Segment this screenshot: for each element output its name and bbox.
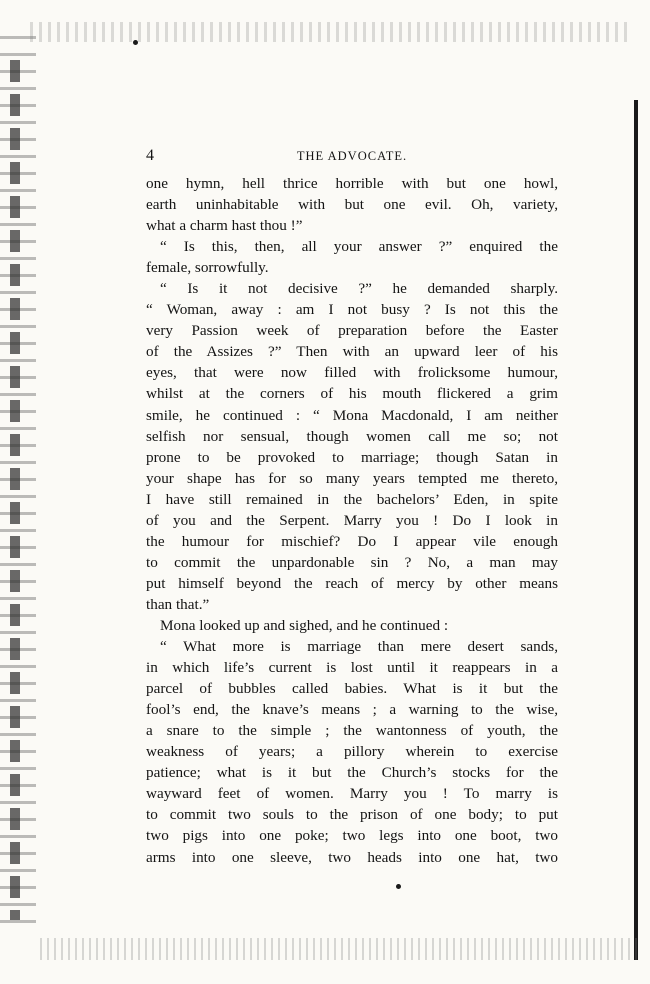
text-line: to commit two souls to the prison of one body; to put bbox=[146, 806, 558, 824]
ink-speck bbox=[396, 884, 401, 889]
page-number: 4 bbox=[146, 147, 154, 164]
text-line: what a charm hast thou !” bbox=[146, 217, 303, 235]
text-line: selfish nor sensual, though women call me so; not bbox=[146, 427, 558, 445]
text-line: of you and the Serpent. Marry you ! Do I look in bbox=[146, 511, 558, 529]
text-line: put himself beyond the reach of mercy by other means bbox=[146, 574, 558, 592]
text-line: fool’s end, the knave’s means ; a warning to the wise, bbox=[146, 701, 558, 719]
text-line: prone to be provoked to marriage; though Satan in bbox=[146, 448, 558, 466]
text-line: eyes, that were now filled with frolicksome humour, bbox=[146, 364, 558, 382]
text-line: to commit the unpardonable sin ? No, a man may bbox=[146, 553, 558, 571]
text-line: female, sorrowfully. bbox=[146, 259, 269, 277]
text-line: wayward feet of women. Marry you ! To marry is bbox=[146, 785, 558, 803]
text-line: “ What more is marriage than mere desert sands, bbox=[160, 638, 558, 656]
text-line: Mona looked up and sighed, and he continued : bbox=[160, 616, 449, 634]
text-line: I have still remained in the bachelors’ Eden, in spite bbox=[146, 490, 558, 508]
body-text bbox=[146, 173, 558, 868]
text-line: of the Assizes ?” Then with an upward leer of his bbox=[146, 343, 558, 361]
text-line: parcel of bubbles called babies. What is it but the bbox=[146, 680, 558, 698]
text-line: the humour for mischief? Do I appear vile enough bbox=[146, 532, 558, 550]
page-header bbox=[146, 146, 558, 166]
ink-speck bbox=[133, 40, 138, 45]
scan-noise-bottom bbox=[40, 938, 640, 960]
text-line: whilst at the corners of his mouth flickered a grim bbox=[146, 385, 558, 403]
text-line: arms into one sleeve, two heads into one hat, two bbox=[146, 848, 558, 866]
text-line: patience; what is it but the Church’s stocks for the bbox=[146, 764, 558, 782]
text-line: “ Woman, away : am I not busy ? Is not this the bbox=[146, 301, 558, 319]
text-line: your shape has for so many years tempted me thereto, bbox=[146, 469, 558, 487]
binding-edge bbox=[10, 60, 20, 920]
text-line: in which life’s current is lost until it reappears in a bbox=[146, 659, 558, 677]
page-edge-line bbox=[634, 100, 638, 960]
text-line: than that.” bbox=[146, 595, 210, 613]
text-line: “ Is it not decisive ?” he demanded sharply. bbox=[160, 280, 558, 298]
text-line: weakness of years; a pillory wherein to exercise bbox=[146, 743, 558, 761]
text-line: one hymn, hell thrice horrible with but one howl, bbox=[146, 175, 558, 192]
text-line: earth uninhabitable with but one evil. Oh, variety, bbox=[146, 196, 558, 214]
running-title: THE ADVOCATE. bbox=[296, 149, 408, 163]
text-line: very Passion week of preparation before the Easter bbox=[146, 322, 558, 340]
text-line: smile, he continued : “ Mona Macdonald, I am neither bbox=[146, 406, 558, 424]
text-line: a snare to the simple ; the wantonness of youth, the bbox=[146, 722, 558, 740]
scan-noise-top bbox=[30, 22, 630, 42]
text-line: two pigs into one poke; two legs into one boot, two bbox=[146, 827, 558, 845]
text-line: “ Is this, then, all your answer ?” enquired the bbox=[160, 238, 558, 256]
